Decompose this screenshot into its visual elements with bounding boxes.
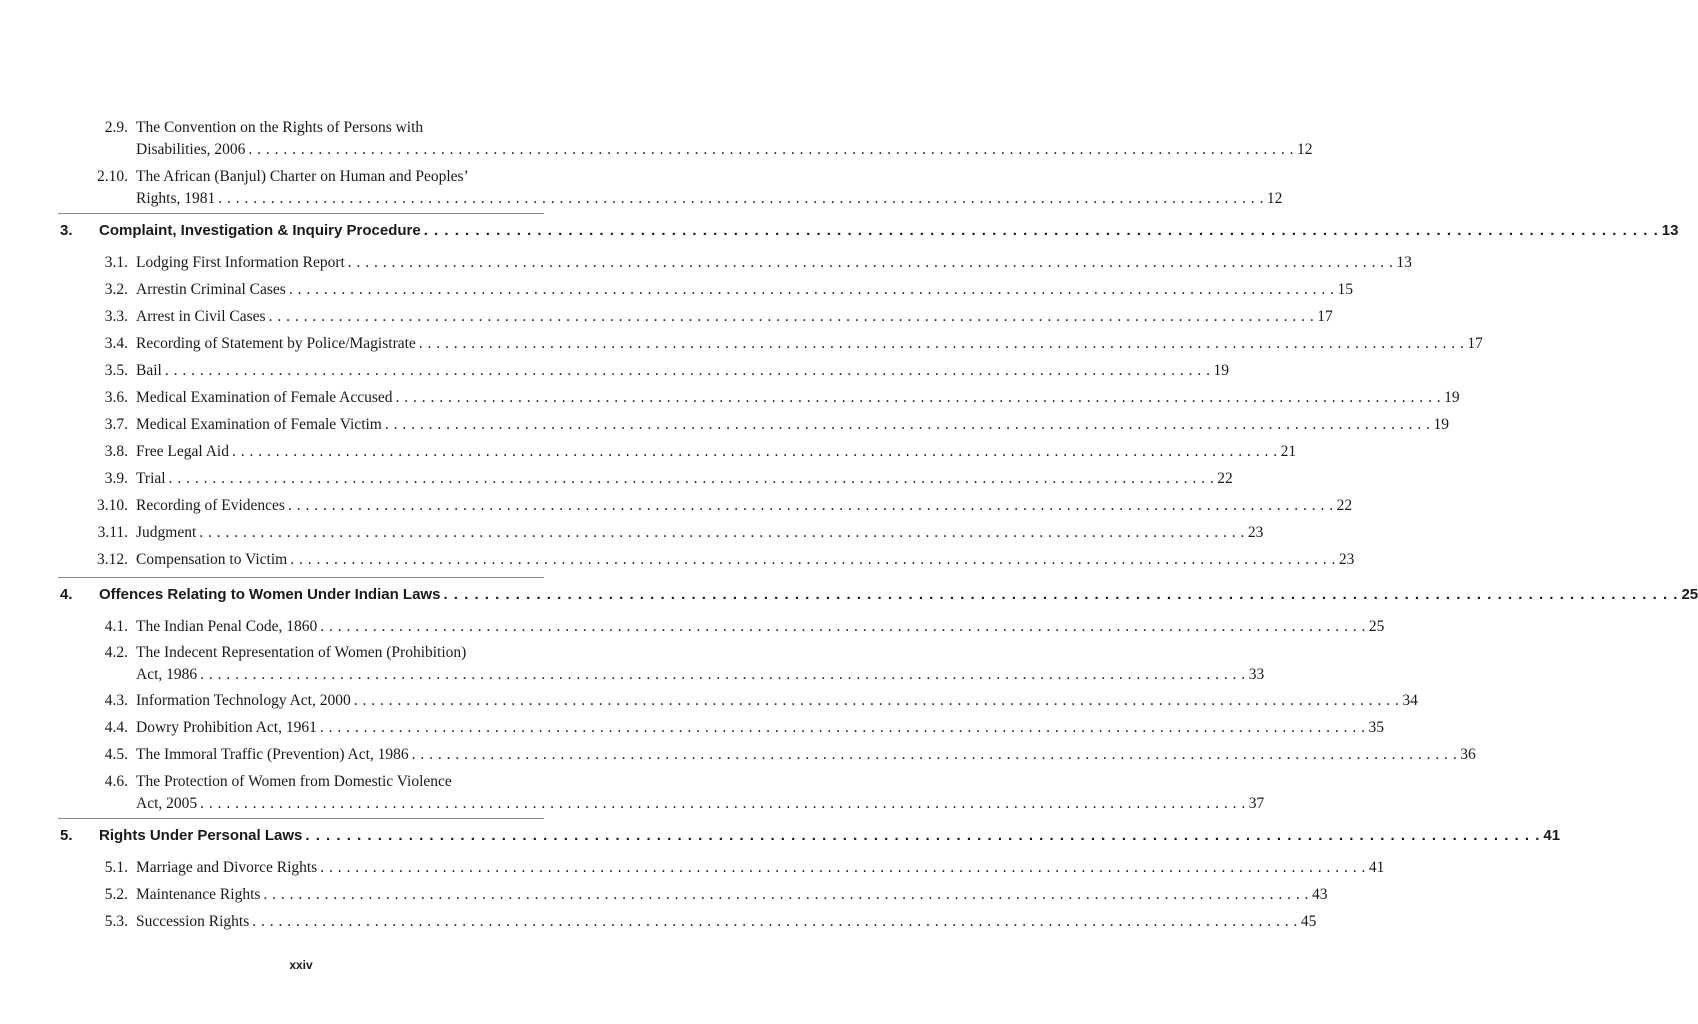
dot-leader: . . . . . . . . . . . . . . . . . . . . . . . . . . . . . . . . . . . . . . . . . . . . . . . . . . . . . . . . . . . . . . . . . . . . . . . . . . . . . . . . . . . . . . . . . . . . . . . . . . . . . . . . . . . . . . . . . . . . . . . .: [319, 719, 1366, 736]
entry-page: 45: [1300, 913, 1317, 930]
entry-page: 33: [1248, 666, 1265, 683]
entry-title: Bail: [136, 362, 162, 379]
dot-leader: . . . . . . . . . . . . . . . . . . . . . . . . . . . . . . . . . . . . . . . . . . . . . . . . . . . . . . . . . . . . . . . . . . . . . . . . . . . . . . . . . . . . . . . . . . . . . . . . . . . . . . . . . . . . . . . . . . . . . . . .: [443, 586, 1679, 603]
dot-leader: . . . . . . . . . . . . . . . . . . . . . . . . . . . . . . . . . . . . . . . . . . . . . . . . . . . . . . . . . . . . . . . . . . . . . . . . . . . . . . . . . . . . . . . . . . . . . . . . . . . . . . . . . . . . . . . . . . . . . . . .: [288, 281, 1335, 298]
section-divider: [58, 818, 544, 819]
entry-number: 3.2.: [104, 281, 128, 298]
dot-leader: . . . . . . . . . . . . . . . . . . . . . . . . . . . . . . . . . . . . . . . . . . . . . . . . . . . . . . . . . . . . . . . . . . . . . . . . . . . . . . . . . . . . . . . . . . . . . . . . . . . . . . . . . . . . . . . . . . . . . . . .: [164, 362, 1211, 379]
entry-title: Judgment: [136, 524, 197, 541]
entry-title-line: The Indecent Representation of Women (Prohibition): [136, 644, 467, 661]
entry-page: 36: [1460, 746, 1476, 763]
entry-number: 3.: [60, 222, 73, 239]
entry-title-line: The African (Banjul) Charter on Human and Peoples’: [136, 168, 469, 185]
dot-leader: . . . . . . . . . . . . . . . . . . . . . . . . . . . . . . . . . . . . . . . . . . . . . . . . . . . . . . . . . . . . . . . . . . . . . . . . . . . . . . . . . . . . . . . . . . . . . . . . . . . . . . . . . . . . . . . . . . . . . . . .: [231, 443, 1278, 460]
section-divider: [58, 577, 544, 578]
entry-number: 3.12.: [97, 551, 128, 568]
entry-title: Dowry Prohibition Act, 1961: [136, 719, 317, 736]
dot-leader: . . . . . . . . . . . . . . . . . . . . . . . . . . . . . . . . . . . . . . . . . . . . . . . . . . . . . . . . . . . . . . . . . . . . . . . . . . . . . . . . . . . . . . . . . . . . . . . . . . . . . . . . . . . . . . . . . . . . . . . .: [347, 254, 1394, 271]
entry-number: 4.5.: [104, 746, 128, 763]
entry-number: 3.5.: [104, 362, 128, 379]
dot-leader: . . . . . . . . . . . . . . . . . . . . . . . . . . . . . . . . . . . . . . . . . . . . . . . . . . . . . . . . . . . . . . . . . . . . . . . . . . . . . . . . . . . . . . . . . . . . . . . . . . . . . . . . . . . . . . . . . . . . . . . .: [200, 795, 1246, 812]
dot-leader: . . . . . . . . . . . . . . . . . . . . . . . . . . . . . . . . . . . . . . . . . . . . . . . . . . . . . . . . . . . . . . . . . . . . . . . . . . . . . . . . . . . . . . . . . . . . . . . . . . . . . . . . . . . . . . . . . . . . . . . .: [384, 416, 1431, 433]
dot-leader: . . . . . . . . . . . . . . . . . . . . . . . . . . . . . . . . . . . . . . . . . . . . . . . . . . . . . . . . . . . . . . . . . . . . . . . . . . . . . . . . . . . . . . . . . . . . . . . . . . . . . . . . . . . . . . . . . . . . . . . .: [320, 859, 1366, 876]
dot-leader: . . . . . . . . . . . . . . . . . . . . . . . . . . . . . . . . . . . . . . . . . . . . . . . . . . . . . . . . . . . . . . . . . . . . . . . . . . . . . . . . . . . . . . . . . . . . . . . . . . . . . . . . . . . . . . . . . . . . . . . .: [418, 335, 1465, 352]
entry-title: Lodging First Information Report: [136, 254, 345, 271]
entry-number: 4.6.: [104, 773, 128, 790]
entry-title: Medical Examination of Female Accused: [136, 389, 393, 406]
entry-title: Arrest in Civil Cases: [136, 308, 266, 325]
entry-number: 4.2.: [104, 644, 128, 661]
entry-page: 41: [1368, 859, 1385, 876]
entry-number: 3.6.: [104, 389, 128, 406]
entry-title-line: The Protection of Women from Domestic Violence: [136, 773, 452, 790]
entry-title: Trial: [136, 470, 166, 487]
section-divider: [58, 213, 544, 214]
entry-number: 5.2.: [104, 886, 128, 903]
entry-title: Rights, 1981: [136, 190, 216, 207]
entry-title: Recording of Evidences: [136, 497, 285, 514]
dot-leader: . . . . . . . . . . . . . . . . . . . . . . . . . . . . . . . . . . . . . . . . . . . . . . . . . . . . . . . . . . . . . . . . . . . . . . . . . . . . . . . . . . . . . . . . . . . . . . . . . . . . . . . . . . . . . . . . . . . . . . . .: [263, 886, 1310, 903]
entry-number: 5.: [60, 827, 73, 844]
entry-number: 4.3.: [104, 692, 128, 709]
entry-page: 19: [1444, 389, 1460, 406]
entry-page: 41: [1543, 827, 1561, 844]
dot-leader: . . . . . . . . . . . . . . . . . . . . . . . . . . . . . . . . . . . . . . . . . . . . . . . . . . . . . . . . . . . . . . . . . . . . . . . . . . . . . . . . . . . . . . . . . . . . . . . . . . . . . . . . . . . . . . . . . . . . . . . .: [423, 222, 1659, 239]
dot-leader: . . . . . . . . . . . . . . . . . . . . . . . . . . . . . . . . . . . . . . . . . . . . . . . . . . . . . . . . . . . . . . . . . . . . . . . . . . . . . . . . . . . . . . . . . . . . . . . . . . . . . . . . . . . . . . . . . . . . . . . .: [252, 913, 1298, 930]
entry-title: The Indian Penal Code, 1860: [136, 618, 318, 635]
entry-number: 5.3.: [104, 913, 128, 930]
dot-leader: . . . . . . . . . . . . . . . . . . . . . . . . . . . . . . . . . . . . . . . . . . . . . . . . . . . . . . . . . . . . . . . . . . . . . . . . . . . . . . . . . . . . . . . . . . . . . . . . . . . . . . . . . . . . . . . . . . . . . . . .: [200, 666, 1246, 683]
dot-leader: . . . . . . . . . . . . . . . . . . . . . . . . . . . . . . . . . . . . . . . . . . . . . . . . . . . . . . . . . . . . . . . . . . . . . . . . . . . . . . . . . . . . . . . . . . . . . . . . . . . . . . . . . . . . . . . . . . . . . . . .: [218, 190, 1264, 207]
dot-leader: . . . . . . . . . . . . . . . . . . . . . . . . . . . . . . . . . . . . . . . . . . . . . . . . . . . . . . . . . . . . . . . . . . . . . . . . . . . . . . . . . . . . . . . . . . . . . . . . . . . . . . . . . . . . . . . . . . . . . . . .: [395, 389, 1442, 406]
entry-page: 21: [1280, 443, 1297, 460]
entry-page: 13: [1661, 222, 1679, 239]
entry-number: 3.9.: [104, 470, 128, 487]
entry-page: 23: [1338, 551, 1355, 568]
entry-page: 17: [1317, 308, 1333, 325]
entry-title: Marriage and Divorce Rights: [136, 859, 318, 876]
page-number: xxiv: [289, 958, 313, 972]
entry-title: Recording of Statement by Police/Magistrate: [136, 335, 416, 352]
entry-number: 3.10.: [97, 497, 128, 514]
entry-number: 4.: [60, 586, 73, 603]
entry-title: Act, 1986: [136, 666, 198, 683]
entry-page: 37: [1248, 795, 1265, 812]
entry-number: 4.4.: [104, 719, 128, 736]
dot-leader: . . . . . . . . . . . . . . . . . . . . . . . . . . . . . . . . . . . . . . . . . . . . . . . . . . . . . . . . . . . . . . . . . . . . . . . . . . . . . . . . . . . . . . . . . . . . . . . . . . . . . . . . . . . . . . . . . . . . . . . .: [353, 692, 1400, 709]
entry-title: Succession Rights: [136, 913, 250, 930]
entry-title: Disabilities, 2006: [136, 141, 246, 158]
entry-page: 23: [1247, 524, 1264, 541]
entry-number: 3.4.: [104, 335, 128, 352]
entry-number: 3.8.: [104, 443, 128, 460]
entry-page: 12: [1296, 141, 1313, 158]
entry-title: Arrestin Criminal Cases: [136, 281, 286, 298]
dot-leader: . . . . . . . . . . . . . . . . . . . . . . . . . . . . . . . . . . . . . . . . . . . . . . . . . . . . . . . . . . . . . . . . . . . . . . . . . . . . . . . . . . . . . . . . . . . . . . . . . . . . . . . . . . . . . . . . . . . . . . . .: [199, 524, 1245, 541]
entry-page: 22: [1336, 497, 1353, 514]
entry-page: 13: [1396, 254, 1412, 271]
entry-page: 22: [1217, 470, 1233, 487]
entry-title: The Immoral Traffic (Prevention) Act, 1986: [136, 746, 409, 763]
entry-number: 3.11.: [97, 524, 128, 541]
entry-number: 3.3.: [104, 308, 128, 325]
entry-title: Act, 2005: [136, 795, 198, 812]
entry-title: Information Technology Act, 2000: [136, 692, 351, 709]
entry-page: 19: [1213, 362, 1229, 379]
entry-number: 2.9.: [104, 119, 128, 136]
dot-leader: . . . . . . . . . . . . . . . . . . . . . . . . . . . . . . . . . . . . . . . . . . . . . . . . . . . . . . . . . . . . . . . . . . . . . . . . . . . . . . . . . . . . . . . . . . . . . . . . . . . . . . . . . . . . . . . . . . . . . . . .: [168, 470, 1215, 487]
entry-page: 25: [1681, 586, 1698, 603]
entry-title: Maintenance Rights: [136, 886, 261, 903]
entry-page: 12: [1266, 190, 1283, 207]
entry-page: 34: [1402, 692, 1418, 709]
entry-number: 2.10.: [97, 168, 128, 185]
entry-title: Rights Under Personal Laws: [99, 827, 303, 844]
dot-leader: . . . . . . . . . . . . . . . . . . . . . . . . . . . . . . . . . . . . . . . . . . . . . . . . . . . . . . . . . . . . . . . . . . . . . . . . . . . . . . . . . . . . . . . . . . . . . . . . . . . . . . . . . . . . . . . . . . . . . . . .: [411, 746, 1458, 763]
entry-page: 19: [1433, 416, 1449, 433]
entry-title-line: The Convention on the Rights of Persons with: [136, 119, 424, 136]
entry-title: Medical Examination of Female Victim: [136, 416, 382, 433]
entry-page: 17: [1467, 335, 1483, 352]
dot-leader: . . . . . . . . . . . . . . . . . . . . . . . . . . . . . . . . . . . . . . . . . . . . . . . . . . . . . . . . . . . . . . . . . . . . . . . . . . . . . . . . . . . . . . . . . . . . . . . . . . . . . . . . . . . . . . . . . . . . . . . .: [320, 618, 1366, 635]
entry-number: 4.1.: [104, 618, 128, 635]
entry-number: 3.7.: [104, 416, 128, 433]
entry-page: 25: [1368, 618, 1385, 635]
dot-leader: . . . . . . . . . . . . . . . . . . . . . . . . . . . . . . . . . . . . . . . . . . . . . . . . . . . . . . . . . . . . . . . . . . . . . . . . . . . . . . . . . . . . . . . . . . . . . . . . . . . . . . . . . . . . . . . . . . . . . . . .: [290, 551, 1336, 568]
entry-title: Offences Relating to Women Under Indian Laws: [99, 586, 441, 603]
entry-title: Complaint, Investigation & Inquiry Procedure: [99, 222, 421, 239]
entry-title: Compensation to Victim: [136, 551, 288, 568]
dot-leader: . . . . . . . . . . . . . . . . . . . . . . . . . . . . . . . . . . . . . . . . . . . . . . . . . . . . . . . . . . . . . . . . . . . . . . . . . . . . . . . . . . . . . . . . . . . . . . . . . . . . . . . . . . . . . . . . . . . . . . . .: [287, 497, 1334, 514]
dot-leader: . . . . . . . . . . . . . . . . . . . . . . . . . . . . . . . . . . . . . . . . . . . . . . . . . . . . . . . . . . . . . . . . . . . . . . . . . . . . . . . . . . . . . . . . . . . . . . . . . . . . . . . . . . . . . . . . . . . . . . . .: [248, 141, 1294, 158]
entry-page: 15: [1337, 281, 1353, 298]
entry-number: 5.1.: [104, 859, 128, 876]
entry-title: Free Legal Aid: [136, 443, 229, 460]
dot-leader: . . . . . . . . . . . . . . . . . . . . . . . . . . . . . . . . . . . . . . . . . . . . . . . . . . . . . . . . . . . . . . . . . . . . . . . . . . . . . . . . . . . . . . . . . . . . . . . . . . . . . . . . . . . . . . . . . . . . . . . .: [268, 308, 1315, 325]
entry-page: 43: [1312, 886, 1328, 903]
entry-page: 35: [1368, 719, 1384, 736]
entry-number: 3.1.: [104, 254, 128, 271]
dot-leader: . . . . . . . . . . . . . . . . . . . . . . . . . . . . . . . . . . . . . . . . . . . . . . . . . . . . . . . . . . . . . . . . . . . . . . . . . . . . . . . . . . . . . . . . . . . . . . . . . . . . . . . . . . . . . . . . . . . . . . . .: [305, 827, 1541, 844]
